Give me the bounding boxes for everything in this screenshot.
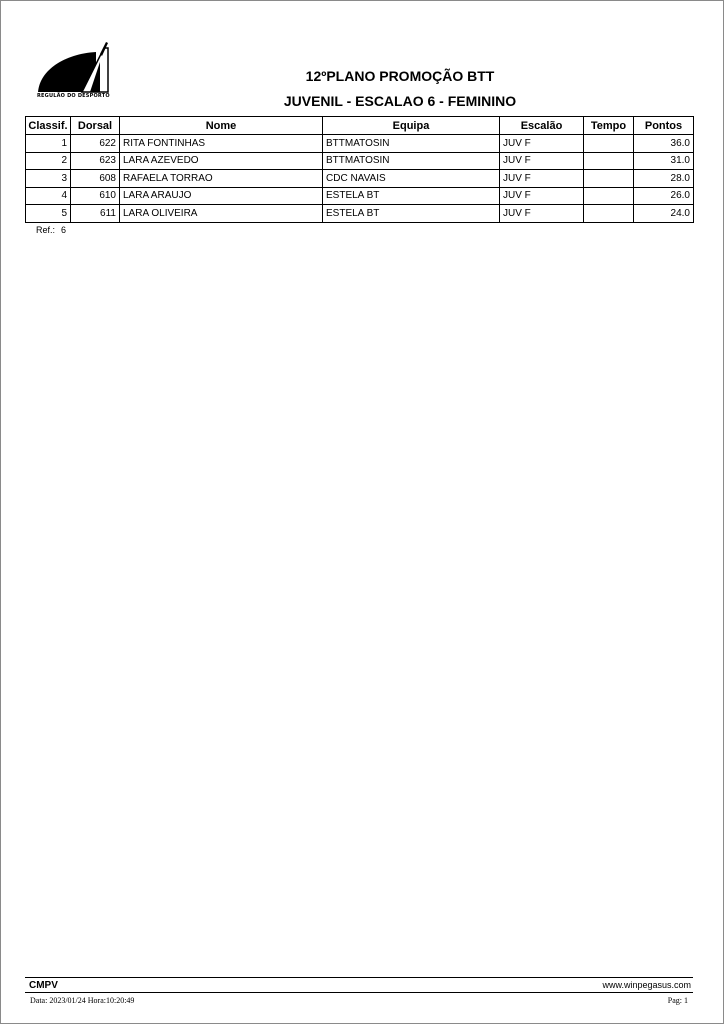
cell-classif: 4 [26,187,71,205]
cell-equipa: BTTMATOSIN [323,135,500,153]
table-row [26,170,694,188]
ref-value: 6 [61,225,67,235]
footer-divider-top [25,977,693,978]
cell-equipa: CDC NAVAIS [323,170,500,188]
cell-dorsal: 610 [71,187,120,205]
cell-nome: LARA AZEVEDO [120,152,323,170]
cell-escalao: JUV F [500,135,584,153]
ref-count [36,225,66,235]
cell-nome: RITA FONTINHAS [120,135,323,153]
cell-nome: LARA ARAUJO [120,187,323,205]
column-header-dorsal: Dorsal [71,117,120,135]
cell-classif: 5 [26,205,71,223]
cell-escalao: JUV F [500,170,584,188]
cell-tempo [584,170,634,188]
cell-pontos: 26.0 [634,187,694,205]
cell-pontos: 28.0 [634,170,694,188]
cell-nome: RAFAELA TORRAO [120,170,323,188]
table-header-row [26,117,694,135]
cell-classif: 3 [26,170,71,188]
cell-equipa: ESTELA BT [323,205,500,223]
column-header-tempo: Tempo [584,117,634,135]
cell-dorsal: 623 [71,152,120,170]
cell-dorsal: 622 [71,135,120,153]
cell-tempo [584,135,634,153]
cell-classif: 2 [26,152,71,170]
cell-pontos: 24.0 [634,205,694,223]
table-row [26,152,694,170]
column-header-escalao: Escalão [500,117,584,135]
footer-divider-bottom [25,992,693,993]
cell-dorsal: 608 [71,170,120,188]
logo-caption: REGULÃO DO DESPORTO [37,93,110,99]
footer-website: www.winpegasus.com [602,980,691,990]
cell-nome: LARA OLIVEIRA [120,205,323,223]
page-subtitle: JUVENIL - ESCALAO 6 - FEMININO [283,93,517,109]
cell-equipa: ESTELA BT [323,187,500,205]
column-header-nome: Nome [120,117,323,135]
table-row [26,135,694,153]
cell-escalao: JUV F [500,205,584,223]
ref-label: Ref.: [36,225,56,235]
cell-tempo [584,152,634,170]
cell-classif: 1 [26,135,71,153]
results-table [25,116,694,223]
column-header-classif: Classif. [26,117,71,135]
table-row [26,187,694,205]
cell-tempo [584,187,634,205]
footer-date: Data: 2023/01/24 Hora:10:20:49 [30,996,135,1005]
cell-equipa: BTTMATOSIN [323,152,500,170]
cell-escalao: JUV F [500,152,584,170]
footer-page-number: Pag: 1 [667,996,688,1005]
cell-escalao: JUV F [500,187,584,205]
cell-pontos: 31.0 [634,152,694,170]
column-header-pontos: Pontos [634,117,694,135]
cell-tempo [584,205,634,223]
cell-pontos: 36.0 [634,135,694,153]
cell-dorsal: 611 [71,205,120,223]
table-row [26,205,694,223]
page-title: 12ºPLANO PROMOÇÃO BTT [305,68,495,84]
footer-organization: CMPV [29,980,58,991]
column-header-equipa: Equipa [323,117,500,135]
